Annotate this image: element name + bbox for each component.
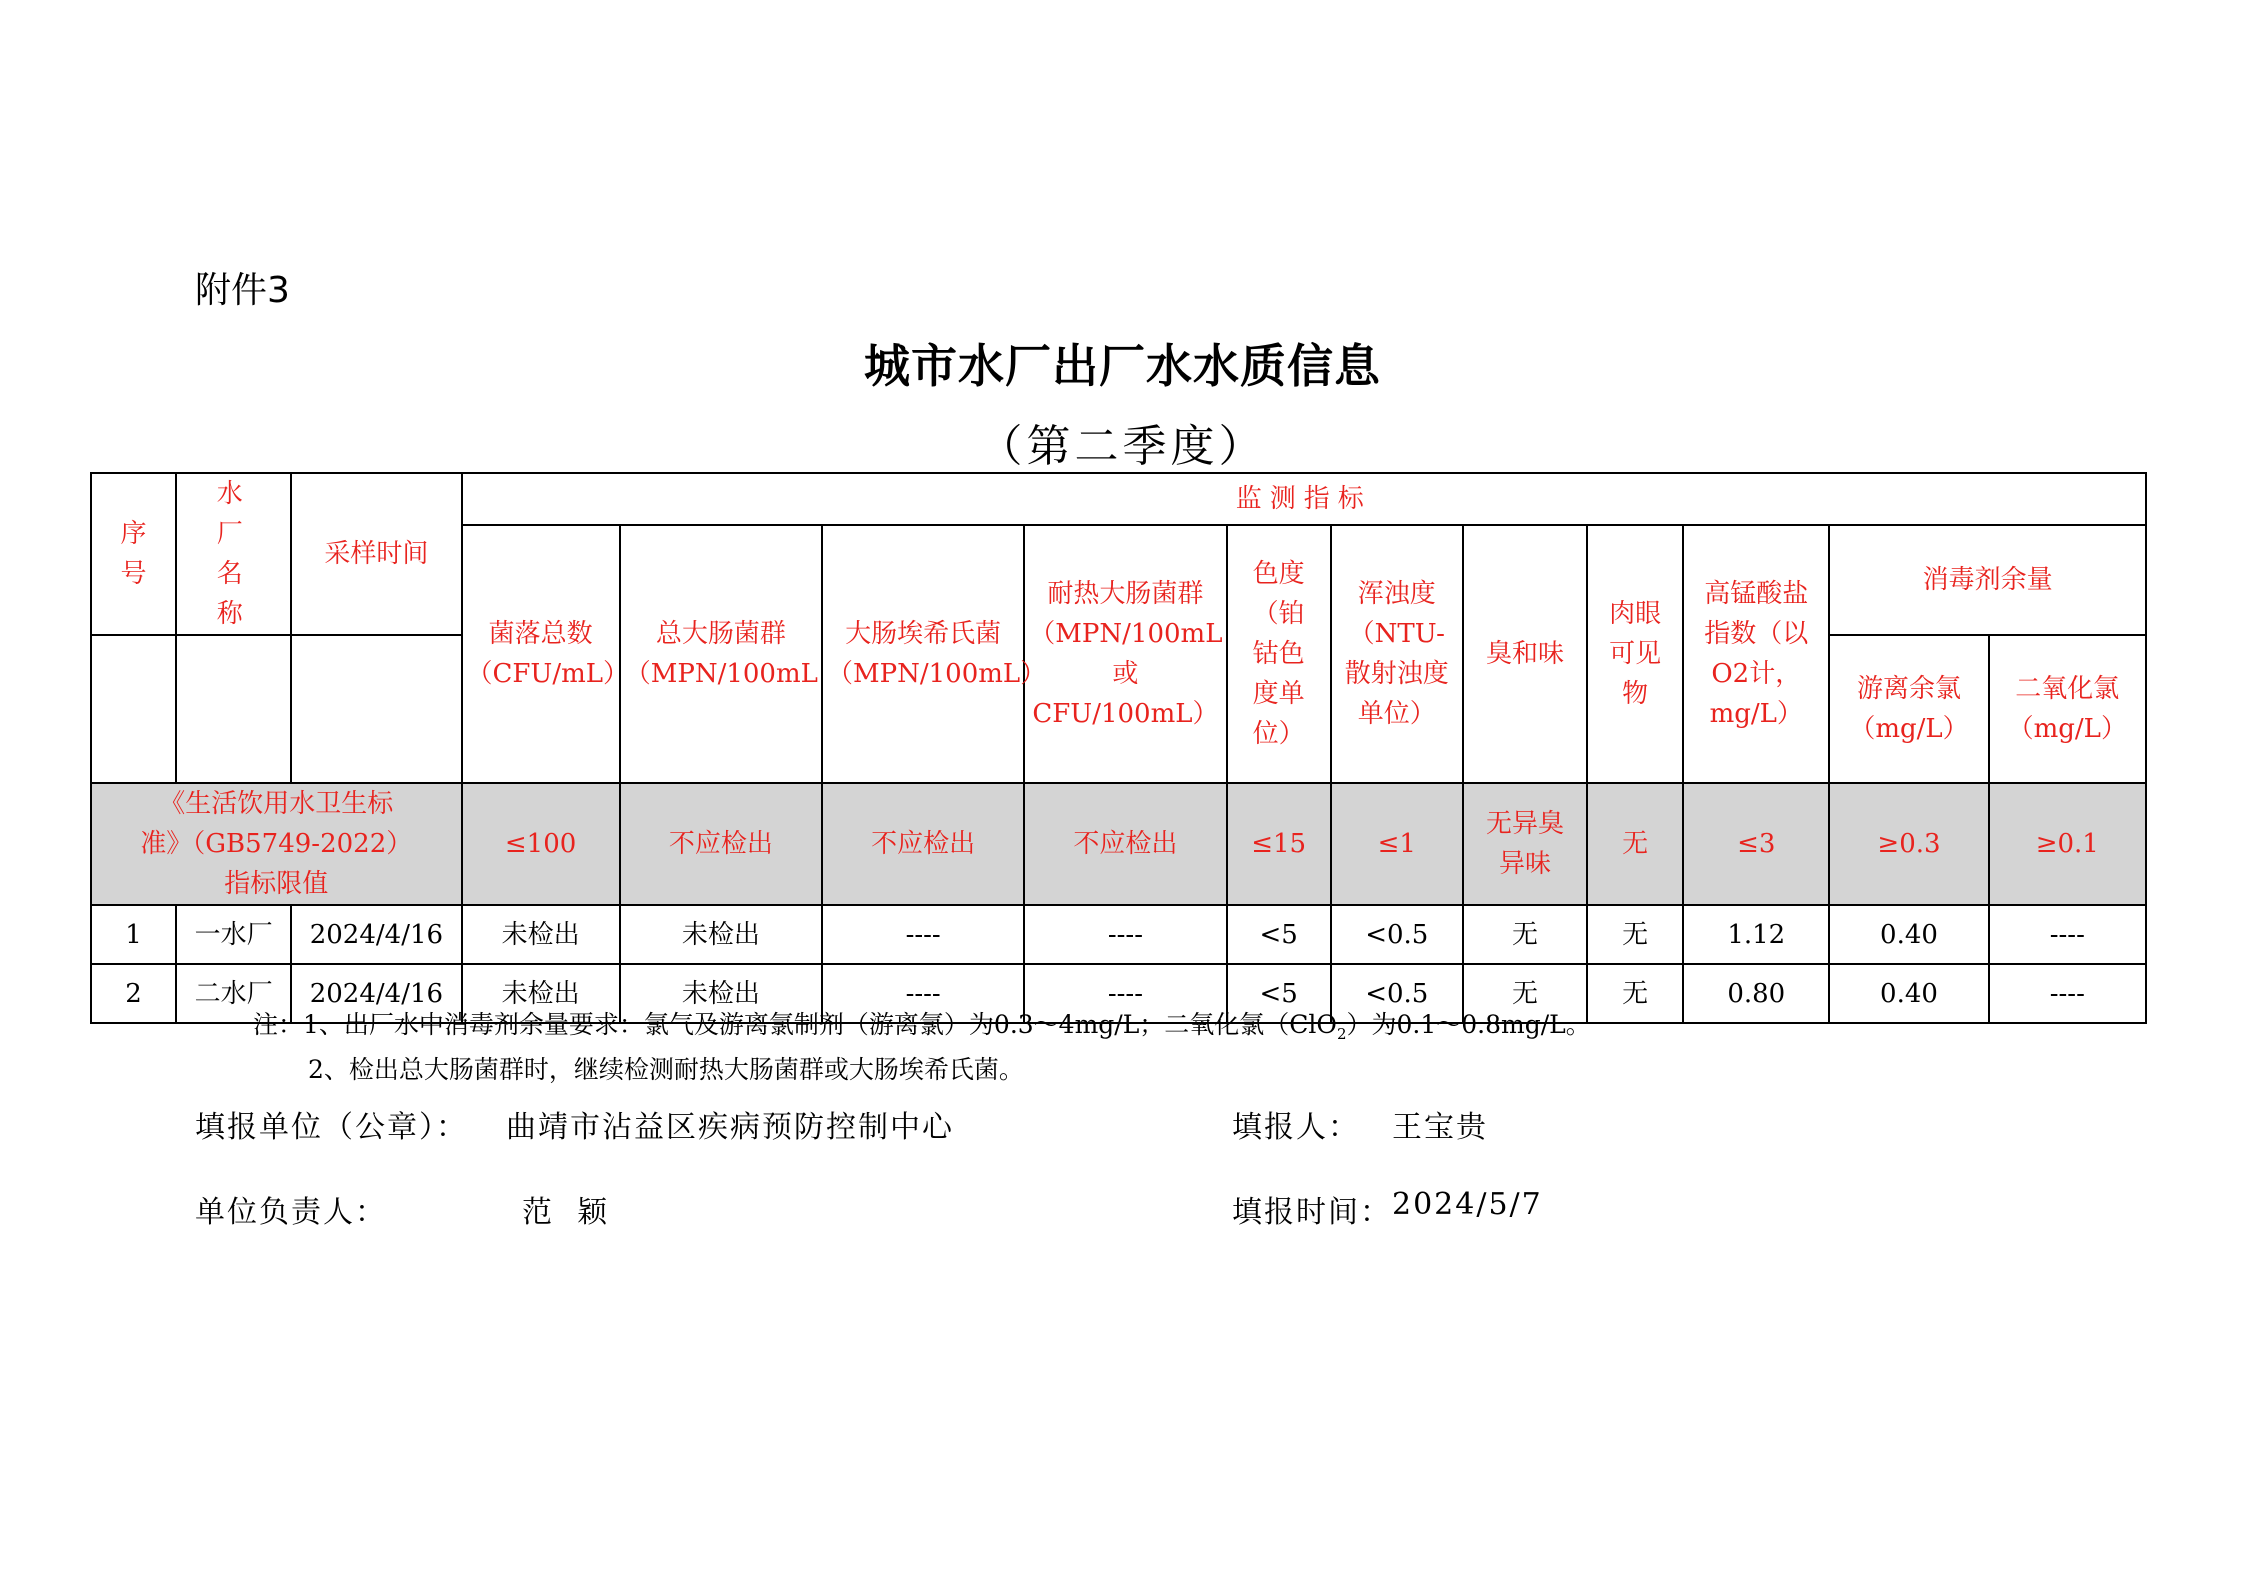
header-colony-count: 菌落总数（CFU/mL）	[462, 525, 620, 783]
header-plant-name: 水厂名称	[176, 473, 291, 635]
header-disinfectant-residual: 消毒剂余量	[1829, 525, 2146, 635]
row-seq: 2	[91, 964, 176, 1023]
standard-value: ≤3	[1683, 783, 1829, 905]
report-date-value: 2024/5/7	[1392, 1187, 1543, 1222]
water-quality-table	[90, 472, 2147, 1024]
row-value: 1.12	[1683, 905, 1829, 964]
header-monitoring-indicators: 监测指标	[462, 473, 2147, 525]
header-odor: 臭和味	[1463, 525, 1587, 783]
standard-value: ≥0.3	[1829, 783, 1988, 905]
standard-value: ≤100	[462, 783, 620, 905]
standard-value: 无异臭异味	[1463, 783, 1587, 905]
header-thermotolerant-coliforms: 耐热大肠菌群（MPN/100mL或CFU/100mL）	[1024, 525, 1226, 783]
standard-label: 《生活饮用水卫生标准》（GB5749-2022）指标限值	[91, 783, 462, 905]
row-value: ----	[1024, 905, 1226, 964]
page-subtitle: （第二季度）	[978, 421, 1267, 472]
header-visible-matter: 肉眼可见物	[1587, 525, 1683, 783]
row-value: <0.5	[1331, 964, 1463, 1023]
row-value: <5	[1227, 905, 1331, 964]
row-value: 0.40	[1829, 905, 1988, 964]
row-value: ----	[1989, 964, 2146, 1023]
row-value: 0.40	[1829, 964, 1988, 1023]
row-value: ----	[822, 905, 1024, 964]
standard-value: 不应检出	[1024, 783, 1226, 905]
row-seq: 1	[91, 905, 176, 964]
table-row	[91, 905, 2146, 964]
standard-value: ≤15	[1227, 783, 1331, 905]
row-time: 2024/4/16	[291, 964, 461, 1023]
header-total-coliforms: 总大肠菌群（MPN/100mL	[620, 525, 822, 783]
row-time: 2024/4/16	[291, 905, 461, 964]
row-value: <5	[1227, 964, 1331, 1023]
standard-value: ≤1	[1331, 783, 1463, 905]
standard-limit-row	[91, 783, 2146, 905]
standard-value: 无	[1587, 783, 1683, 905]
row-value: 未检出	[620, 964, 822, 1023]
header-free-chlorine: 游离余氯（mg/L）	[1829, 635, 1988, 783]
header-sampling-time: 采样时间	[291, 473, 461, 635]
header-permanganate-index: 高锰酸盐指数（以O2计，mg/L）	[1683, 525, 1829, 783]
reporting-unit-label: 填报单位（公章）：	[195, 1110, 468, 1145]
row-value: 无	[1463, 905, 1587, 964]
row-value: 无	[1587, 905, 1683, 964]
standard-value: ≥0.1	[1989, 783, 2146, 905]
row-value: 未检出	[462, 905, 620, 964]
row-value: 无	[1463, 964, 1587, 1023]
row-plant: 二水厂	[176, 964, 291, 1023]
row-value: ----	[1024, 964, 1226, 1023]
row-value: ----	[822, 964, 1024, 1023]
unit-leader-value: 范 颖	[522, 1195, 610, 1230]
header-e-coli: 大肠埃希氏菌（MPN/100mL）	[822, 525, 1024, 783]
note-2: 2、检出总大肠菌群时，继续检测耐热大肠菌群或大肠埃希氏菌。	[308, 1055, 1024, 1084]
row-value: 0.80	[1683, 964, 1829, 1023]
row-value: ----	[1989, 905, 2146, 964]
row-value: 未检出	[620, 905, 822, 964]
row-plant: 一水厂	[176, 905, 291, 964]
row-value: 未检出	[462, 964, 620, 1023]
report-date-label: 填报时间：	[1232, 1195, 1392, 1230]
header-seq: 序号	[91, 473, 176, 635]
row-value: <0.5	[1331, 905, 1463, 964]
reporting-unit-value: 曲靖市沾益区疾病预防控制中心	[506, 1110, 954, 1145]
standard-value: 不应检出	[620, 783, 822, 905]
header-chlorine-dioxide: 二氧化氯（mg/L）	[1989, 635, 2146, 783]
note-1: 注：1、出厂水中消毒剂余量要求：氯气及游离氯制剂（游离氯）为0.3～4mg/L；二氧化氯（ClO$_2$）为0.1～0.8mg/L。	[253, 1010, 1591, 1043]
page-title: 城市水厂出厂水水质信息	[864, 339, 1381, 393]
header-turbidity: 浑浊度（NTU-散射浊度单位）	[1331, 525, 1463, 783]
attachment-label: 附件3	[195, 270, 290, 311]
reporter-label: 填报人：	[1232, 1110, 1360, 1145]
row-value: 无	[1587, 964, 1683, 1023]
header-color: 色度（铂钴色度单位）	[1227, 525, 1331, 783]
unit-leader-label: 单位负责人：	[195, 1195, 387, 1230]
reporter-value: 王宝贵	[1392, 1110, 1488, 1145]
standard-value: 不应检出	[822, 783, 1024, 905]
